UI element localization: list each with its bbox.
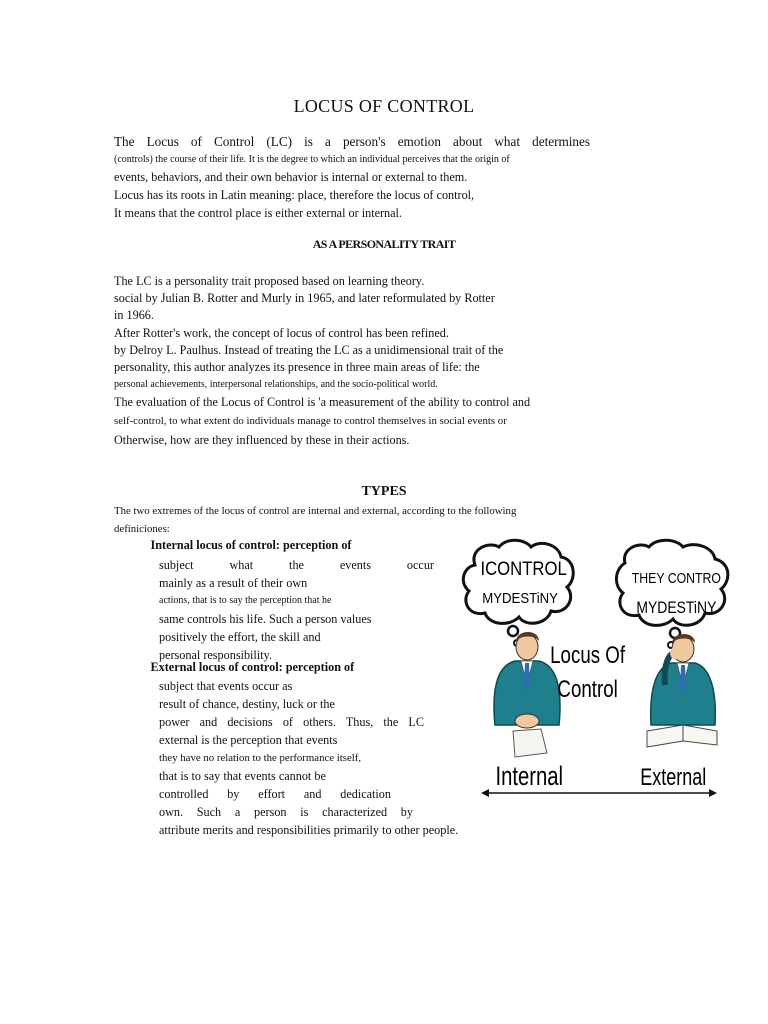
external-locus-heading: External locus of control: perception of <box>138 660 342 674</box>
section-heading-personality-trait: AS A PERSONALITY TRAIT <box>312 237 456 251</box>
paragraph-line: The two extremes of the locus of control are internal and external, according to the following <box>114 505 517 517</box>
external-locus-text <box>159 677 489 839</box>
paragraph-line: After Rotter's work, the concept of locus of control has been refined. <box>114 326 449 340</box>
paragraph-line: power and decisions of others. Thus, the LC <box>159 715 424 729</box>
thought-bubble-right <box>616 540 727 648</box>
paragraph-line: they have no relation to the performance itself, <box>159 752 362 764</box>
paragraph-line: The LC is a personality trait proposed based on learning theory. <box>114 274 425 288</box>
page-title: LOCUS OF CONTROL <box>293 96 475 116</box>
paragraph-line: attribute merits and responsibilities primarily to other people. <box>159 823 459 837</box>
intro-line: Locus has its roots in Latin meaning: place, therefore the locus of control, <box>114 188 475 202</box>
paragraph-line: The evaluation of the Locus of Control is 'a measurement of the ability to control and <box>114 395 531 409</box>
paragraph-line: same controls his life. Such a person values <box>159 612 372 626</box>
label-internal: Internal <box>495 761 564 792</box>
paragraph-line: personal responsibility. <box>159 648 272 662</box>
thought-bubble-left <box>463 540 573 646</box>
section-heading-types: TYPES <box>361 484 407 499</box>
locus-of-control-illustration <box>455 535 735 805</box>
paragraph-line: that is to say that events cannot be <box>159 769 326 783</box>
paragraph-line: by Delroy L. Paulhus. Instead of treating the LC as a unidimensional trait of the <box>114 343 504 357</box>
intro-line: The Locus of Control (LC) is a person's emotion about what determines <box>114 134 590 149</box>
bubble-left-text-1: ICONTROL <box>480 558 567 580</box>
paragraph-line: result of chance, destiny, luck or the <box>159 697 335 711</box>
label-external: External <box>640 764 707 791</box>
center-label-line-1: Locus Of <box>550 641 626 669</box>
paragraph-line: subject that events occur as <box>159 679 293 693</box>
paragraph-line: Otherwise, how are they influenced by these in their actions. <box>114 433 410 447</box>
intro-line: events, behaviors, and their own behavior is internal or external to them. <box>114 170 468 184</box>
paragraph-line: definiciones: <box>114 523 170 535</box>
paragraph-line: positively the effort, the skill and <box>159 630 321 644</box>
internal-locus-text <box>159 556 434 664</box>
paragraph-line: in 1966. <box>114 308 154 322</box>
paragraph-line: subject what the events occur <box>159 558 434 572</box>
intro-line: (controls) the course of their life. It is the degree to which an individual perceives that the origin of <box>114 154 510 165</box>
center-label-line-2: Control <box>557 675 618 703</box>
intro-line: It means that the control place is either external or internal. <box>114 206 402 220</box>
paragraph-line: social by Julian B. Rotter and Murly in 1965, and later reformulated by Rotter <box>114 291 495 305</box>
types-intro <box>114 502 584 538</box>
paragraph-line: self-control, to what extent do individuals manage to control themselves in social events or <box>114 415 507 427</box>
paragraph-line: personal achievements, interpersonal relationships, and the socio-political world. <box>114 379 438 390</box>
businessman-external-figure <box>647 634 717 747</box>
bubble-right-text-1: THEY CONTRO <box>631 569 722 587</box>
paragraph-line: controlled by effort and dedication <box>159 787 391 801</box>
internal-locus-heading: Internal locus of control: perception of <box>138 538 339 552</box>
bubble-left-text-2: MYDESTiNY <box>482 589 558 607</box>
bubble-right-text-2: MYDESTiNY <box>636 598 717 618</box>
intro-paragraph <box>114 133 590 222</box>
paragraph-line: personality, this author analyzes its presence in three main areas of life: the <box>114 360 480 374</box>
personality-trait-paragraph <box>114 272 590 449</box>
paragraph-line: actions, that is to say the perception that he <box>159 595 332 606</box>
paragraph-line: external is the perception that events <box>159 733 338 747</box>
paragraph-line: own. Such a person is characterized by <box>159 805 413 819</box>
paragraph-line: mainly as a result of their own <box>159 576 308 590</box>
